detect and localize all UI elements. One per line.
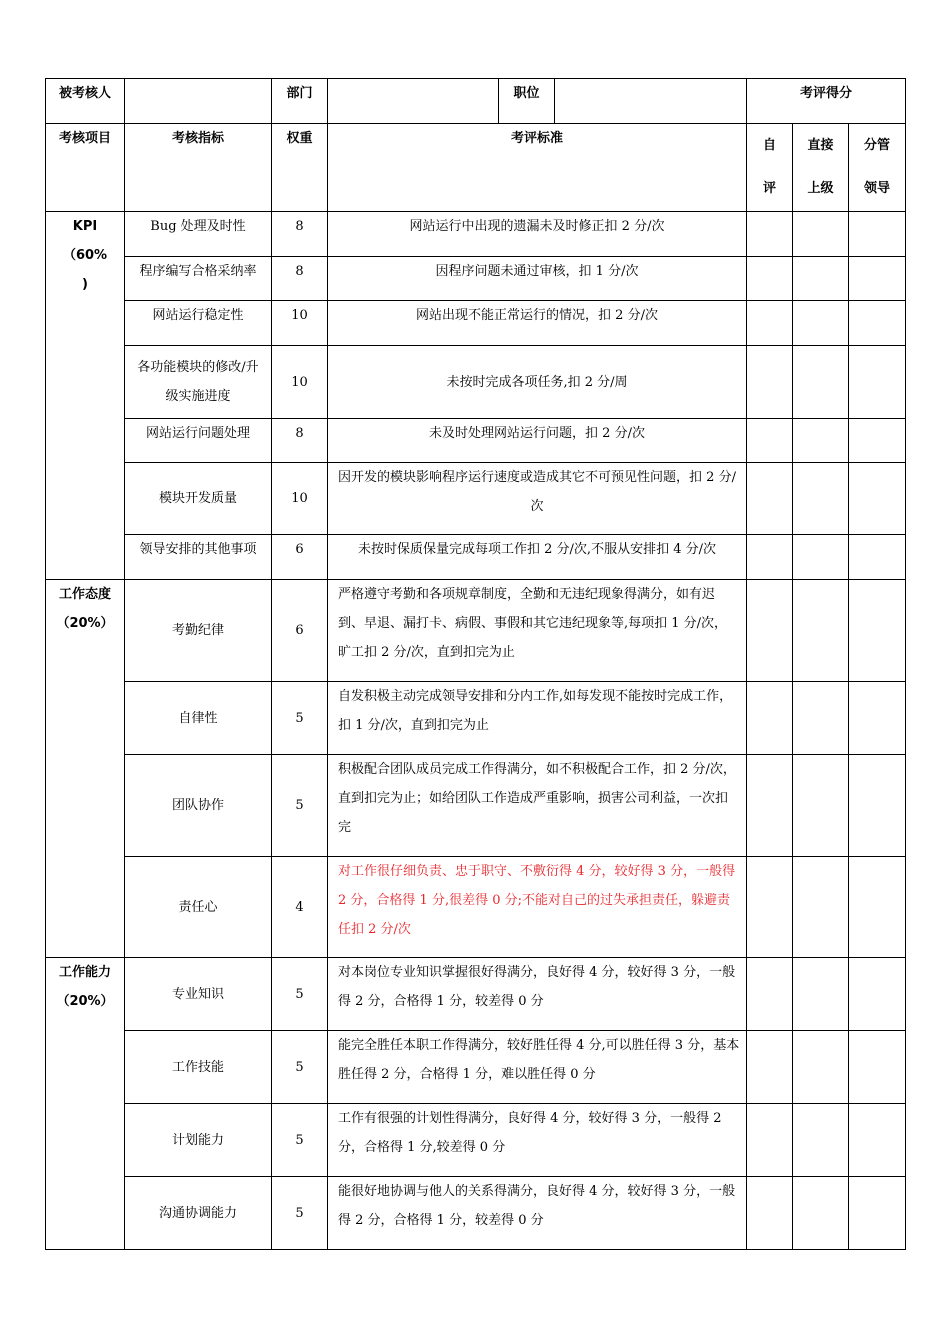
table-row [46, 1177, 906, 1250]
weight-cell: 5 [272, 755, 328, 857]
table-row [46, 682, 906, 755]
direct-score-cell[interactable] [793, 857, 849, 958]
direct-score-cell[interactable] [793, 535, 849, 580]
position-field[interactable] [555, 79, 747, 124]
category-ability-line1: 工作能力 [58, 965, 111, 980]
self-score-cell[interactable] [747, 212, 793, 257]
weight-cell: 5 [272, 958, 328, 1031]
leader-score-cell[interactable] [849, 1104, 906, 1177]
leader-score-cell[interactable] [849, 419, 906, 463]
indicator-cell: 自律性 [125, 682, 272, 755]
leader-score-cell[interactable] [849, 463, 906, 535]
indicator-cell: 计划能力 [125, 1104, 272, 1177]
col-standard: 考评标准 [328, 124, 747, 212]
position-label: 职位 [499, 79, 555, 124]
leader-score-cell[interactable] [849, 1031, 906, 1104]
leader-score-cell[interactable] [849, 682, 906, 755]
self-score-cell[interactable] [747, 463, 793, 535]
self-score-cell[interactable] [747, 419, 793, 463]
self-score-cell[interactable] [747, 1177, 793, 1250]
direct-score-cell[interactable] [793, 1177, 849, 1250]
standard-cell: 自发积极主动完成领导安排和分内工作,如每发现不能按时完成工作，扣 1 分/次，直到扣完为止 [328, 682, 747, 755]
dept-label: 部门 [272, 79, 328, 124]
self-score-cell[interactable] [747, 580, 793, 682]
category-ability-line2: （20%） [56, 994, 114, 1009]
col-direct [793, 124, 849, 212]
indicator-cell: 领导安排的其他事项 [125, 535, 272, 580]
info-row [46, 79, 906, 124]
self-score-cell[interactable] [747, 301, 793, 346]
leader-score-cell[interactable] [849, 580, 906, 682]
indicator-cell: Bug 处理及时性 [125, 212, 272, 257]
col-self-1: 自 [762, 138, 776, 153]
dept-field[interactable] [328, 79, 499, 124]
column-header-row [46, 124, 906, 212]
table-row [46, 580, 906, 682]
standard-cell: 未按时完成各项任务,扣 2 分/周 [328, 346, 747, 419]
indicator-cell: 程序编写合格采纳率 [125, 257, 272, 301]
standard-cell: 工作有很强的计划性得满分，良好得 4 分，较好得 3 分，一般得 2 分，合格得 1 分,较差得 0 分 [328, 1104, 747, 1177]
weight-cell: 8 [272, 212, 328, 257]
direct-score-cell[interactable] [793, 580, 849, 682]
weight-cell: 6 [272, 535, 328, 580]
table-row [46, 301, 906, 346]
assessee-label: 被考核人 [46, 79, 125, 124]
leader-score-cell[interactable] [849, 857, 906, 958]
col-leader-2: 领导 [863, 181, 890, 196]
direct-score-cell[interactable] [793, 463, 849, 535]
weight-cell: 8 [272, 419, 328, 463]
self-score-cell[interactable] [747, 257, 793, 301]
leader-score-cell[interactable] [849, 1177, 906, 1250]
table-row [46, 257, 906, 301]
indicator-cell: 网站运行稳定性 [125, 301, 272, 346]
category-attitude-line1: 工作态度 [58, 587, 111, 602]
leader-score-cell[interactable] [849, 346, 906, 419]
indicator-cell: 模块开发质量 [125, 463, 272, 535]
weight-cell: 10 [272, 301, 328, 346]
col-leader-1: 分管 [863, 138, 890, 153]
table-row [46, 1104, 906, 1177]
category-kpi [46, 212, 125, 580]
leader-score-cell[interactable] [849, 301, 906, 346]
weight-cell: 5 [272, 682, 328, 755]
self-score-cell[interactable] [747, 682, 793, 755]
leader-score-cell[interactable] [849, 755, 906, 857]
self-score-cell[interactable] [747, 1031, 793, 1104]
category-ability [46, 958, 125, 1250]
direct-score-cell[interactable] [793, 1031, 849, 1104]
col-self-2: 评 [762, 181, 776, 196]
col-direct-1: 直接 [807, 138, 834, 153]
leader-score-cell[interactable] [849, 535, 906, 580]
col-item: 考核项目 [46, 124, 125, 212]
weight-cell: 5 [272, 1177, 328, 1250]
direct-score-cell[interactable] [793, 755, 849, 857]
standard-cell: 严格遵守考勤和各项规章制度，全勤和无违纪现象得满分，如有迟到、早退、漏打卡、病假、事假和其它违纪现象等,每项扣 1 分/次，旷工扣 2 分/次，直到扣完为止 [328, 580, 747, 682]
category-kpi-line1: KPI（60% [62, 219, 108, 263]
indicator-cell: 团队协作 [125, 755, 272, 857]
self-score-cell[interactable] [747, 755, 793, 857]
col-self [747, 124, 793, 212]
leader-score-cell[interactable] [849, 257, 906, 301]
standard-cell: 网站运行中出现的遗漏未及时修正扣 2 分/次 [328, 212, 747, 257]
table-row [46, 212, 906, 257]
self-score-cell[interactable] [747, 1104, 793, 1177]
table-row [46, 958, 906, 1031]
col-leader [849, 124, 906, 212]
standard-cell: 对本岗位专业知识掌握很好得满分，良好得 4 分，较好得 3 分，一般得 2 分，合格得 1 分，较差得 0 分 [328, 958, 747, 1031]
direct-score-cell[interactable] [793, 419, 849, 463]
indicator-cell: 沟通协调能力 [125, 1177, 272, 1250]
table-row [46, 535, 906, 580]
weight-cell: 4 [272, 857, 328, 958]
direct-score-cell[interactable] [793, 212, 849, 257]
table-row [46, 419, 906, 463]
weight-cell: 5 [272, 1104, 328, 1177]
category-attitude [46, 580, 125, 958]
indicator-cell: 各功能模块的修改/升级实施进度 [125, 346, 272, 419]
standard-cell: 未按时保质保量完成每项工作扣 2 分/次,不服从安排扣 4 分/次 [328, 535, 747, 580]
table-row [46, 463, 906, 535]
assessment-table [45, 78, 906, 1250]
self-score-cell[interactable] [747, 535, 793, 580]
standard-cell: 对工作很仔细负责、忠于职守、不敷衍得 4 分，较好得 3 分，一般得 2 分，合格得 1 分,很差得 0 分;不能对自己的过失承担责任，躲避责任扣 2 分/次 [328, 857, 747, 958]
table-row [46, 857, 906, 958]
assessee-field[interactable] [125, 79, 272, 124]
indicator-cell: 专业知识 [125, 958, 272, 1031]
standard-cell: 因程序问题未通过审核，扣 1 分/次 [328, 257, 747, 301]
self-score-cell[interactable] [747, 346, 793, 419]
indicator-cell: 考勤纪律 [125, 580, 272, 682]
col-indicator: 考核指标 [125, 124, 272, 212]
standard-cell: 因开发的模块影响程序运行速度或造成其它不可预见性问题，扣 2 分/次 [328, 463, 747, 535]
leader-score-cell[interactable] [849, 212, 906, 257]
direct-score-cell[interactable] [793, 682, 849, 755]
category-attitude-line2: （20%） [56, 616, 114, 631]
standard-cell: 能完全胜任本职工作得满分，较好胜任得 4 分,可以胜任得 3 分，基本胜任得 2 分，合格得 1 分，难以胜任得 0 分 [328, 1031, 747, 1104]
standard-cell: 积极配合团队成员完成工作得满分，如不积极配合工作，扣 2 分/次，直到扣完为止；如给团队工作造成严重影响，损害公司利益，一次扣完 [328, 755, 747, 857]
score-label: 考评得分 [747, 79, 906, 124]
leader-score-cell[interactable] [849, 958, 906, 1031]
self-score-cell[interactable] [747, 857, 793, 958]
standard-cell: 网站出现不能正常运行的情况，扣 2 分/次 [328, 301, 747, 346]
weight-cell: 5 [272, 1031, 328, 1104]
weight-cell: 6 [272, 580, 328, 682]
indicator-cell: 工作技能 [125, 1031, 272, 1104]
col-direct-2: 上级 [807, 181, 834, 196]
direct-score-cell[interactable] [793, 257, 849, 301]
weight-cell: 10 [272, 346, 328, 419]
category-kpi-line2: ) [82, 277, 88, 292]
self-score-cell[interactable] [747, 958, 793, 1031]
table-row [46, 1031, 906, 1104]
direct-score-cell[interactable] [793, 301, 849, 346]
weight-cell: 10 [272, 463, 328, 535]
weight-cell: 8 [272, 257, 328, 301]
indicator-cell: 责任心 [125, 857, 272, 958]
standard-cell: 能很好地协调与他人的关系得满分，良好得 4 分，较好得 3 分，一般得 2 分，合格得 1 分，较差得 0 分 [328, 1177, 747, 1250]
indicator-cell: 网站运行问题处理 [125, 419, 272, 463]
col-weight: 权重 [272, 124, 328, 212]
direct-score-cell[interactable] [793, 346, 849, 419]
direct-score-cell[interactable] [793, 1104, 849, 1177]
direct-score-cell[interactable] [793, 958, 849, 1031]
table-row [46, 346, 906, 419]
standard-cell: 未及时处理网站运行问题，扣 2 分/次 [328, 419, 747, 463]
table-row [46, 755, 906, 857]
